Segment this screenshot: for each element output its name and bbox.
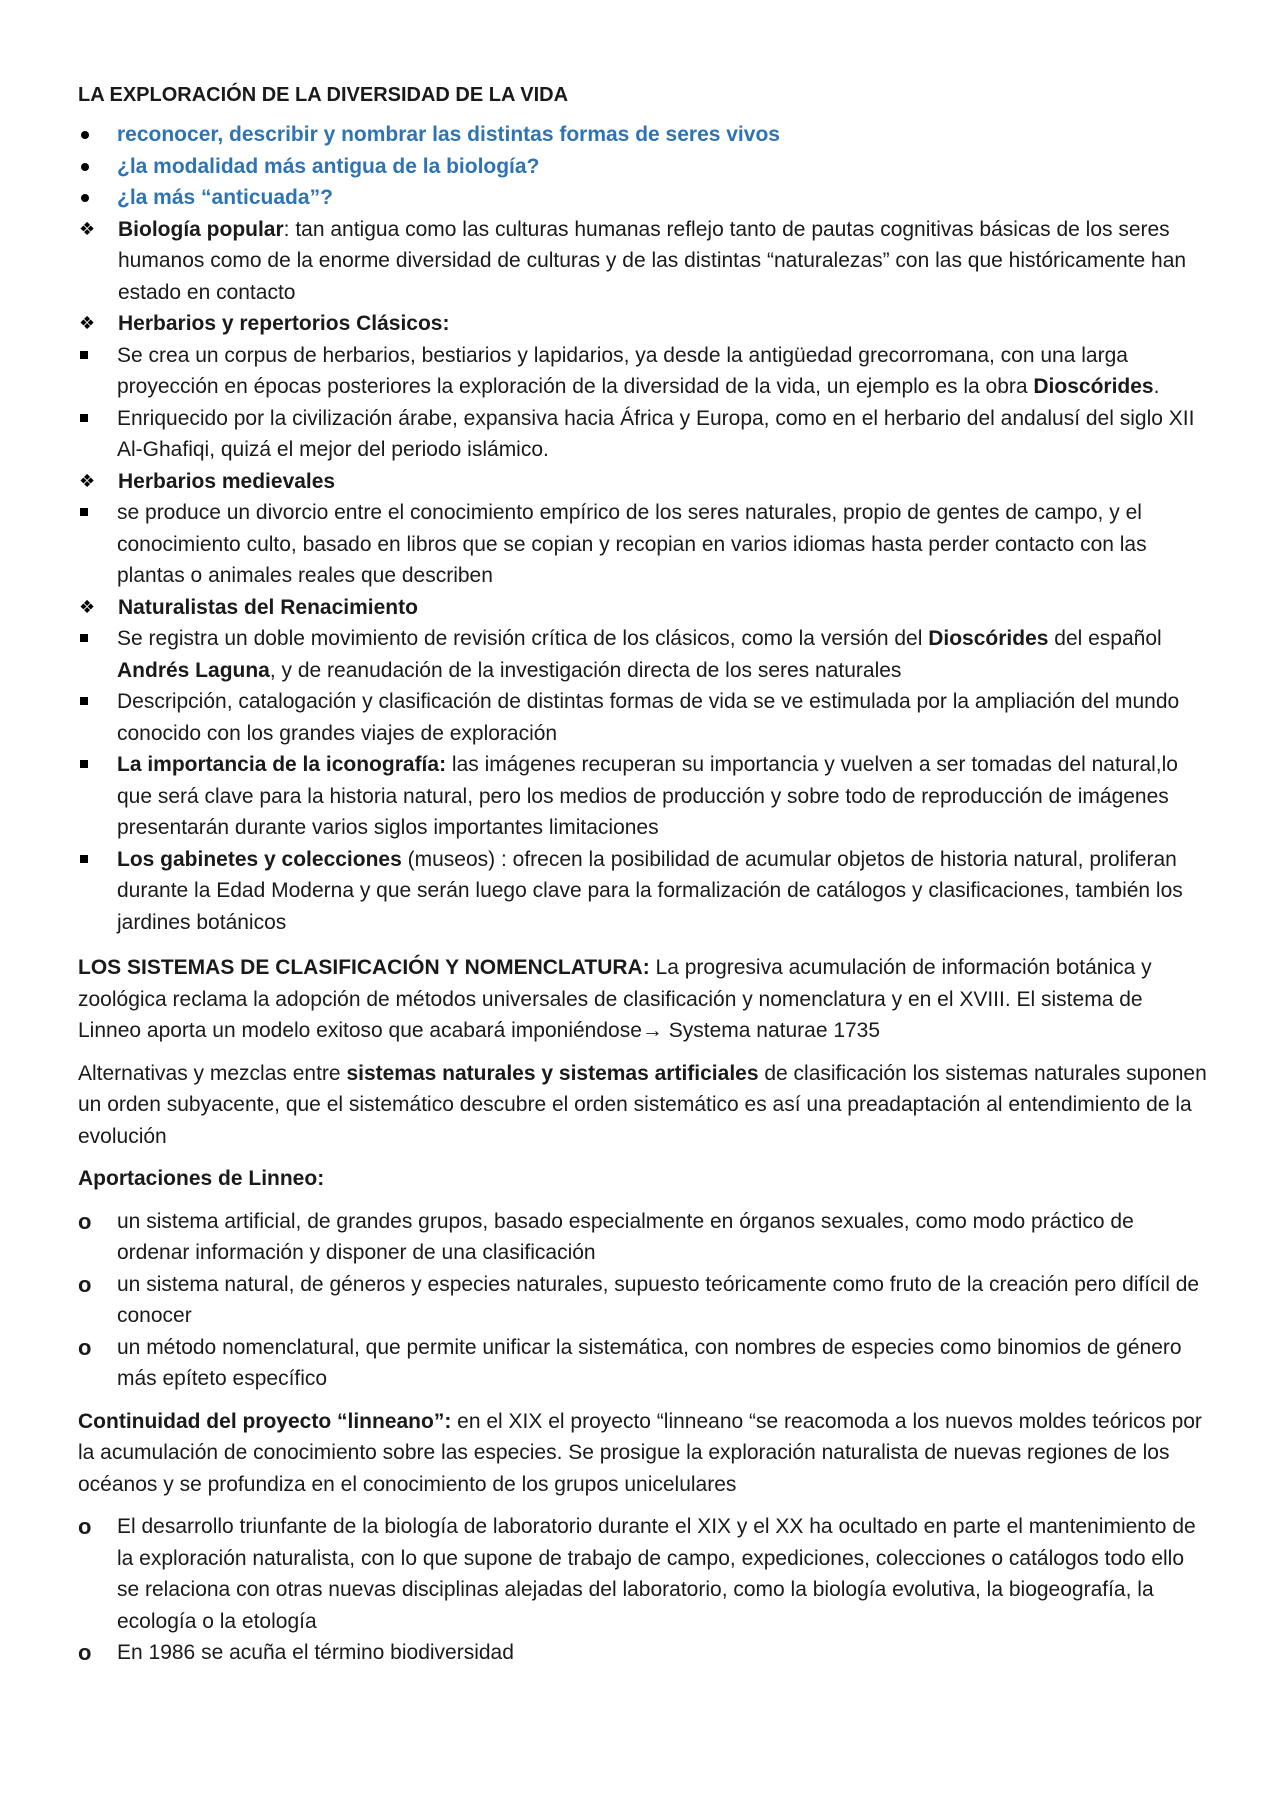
list-item: o El desarrollo triunfante de la biología de laboratorio durante el XIX y el XX ha ocultado en parte el mantenimiento de la exploración naturalista, con lo que supone de trabajo de campo, expediciones, colecciones o catálogos todo ello se relaciona con otras nuevas disciplinas alejadas del laboratorio, como la biología evolutiva, la biogeografía, la ecología o la etología bbox=[78, 1511, 1208, 1637]
section-renacimiento: ❖ Naturalistas del Renacimiento bbox=[78, 592, 1208, 624]
diamond-bullet-icon: ❖ bbox=[79, 596, 96, 617]
paragraph-alternativas: Alternativas y mezclas entre sistemas naturales y sistemas artificiales de clasificación los sistemas naturales suponen un orden subyacente, que el sistemático descubre el orden sistemático es así una preadaptación al entendimiento de la evolución bbox=[78, 1061, 1207, 1148]
circle-bullet-icon: o bbox=[78, 1334, 92, 1360]
square-bullet-icon bbox=[80, 760, 88, 768]
list-item: La importancia de la iconografía: las imágenes recuperan su importancia y vuelven a ser tomadas del natural,lo que será clave para la historia natural, pero los medios de producción y sobre todo de reproducción de imágenes presentarán durante varios siglos importantes limitaciones bbox=[78, 749, 1208, 844]
heading-aportaciones: Aportaciones de Linneo: bbox=[78, 1167, 325, 1190]
square-bullet-icon bbox=[80, 508, 88, 516]
bullet-dot-icon bbox=[81, 163, 89, 171]
bullet-dot-icon bbox=[81, 194, 89, 202]
square-bullet-icon bbox=[80, 697, 88, 705]
diamond-bullet-icon: ❖ bbox=[79, 470, 96, 491]
page-title: LA EXPLORACIÓN DE LA DIVERSIDAD DE LA VIDA bbox=[78, 84, 569, 106]
continuidad-list bbox=[78, 1511, 1208, 1669]
bullet-dot-icon bbox=[81, 131, 89, 139]
list-item: Se crea un corpus de herbarios, bestiarios y lapidarios, ya desde la antigüedad grecorromana, con una larga proyección en épocas posteriores la exploración de la diversidad de la vida, un ejemplo es la obra Dioscórides. bbox=[78, 340, 1208, 403]
list-item: o un sistema artificial, de grandes grupos, basado especialmente en órganos sexuales, como modo práctico de ordenar información y disponer de una clasificación bbox=[78, 1206, 1208, 1269]
section-bio-popular: ❖ Biología popular: tan antigua como las culturas humanas reflejo tanto de pautas cognitivas básicas de los seres humanos como de la enorme diversidad de culturas y de las distintas “naturalezas” con las que históricamente han estado en contacto bbox=[78, 214, 1208, 309]
paragraph-sistemas: LOS SISTEMAS DE CLASIFICACIÓN Y NOMENCLATURA: La progresiva acumulación de información botánica y zoológica reclama la adopción de métodos universales de clasificación y nomenclatura y en el XVIII. El sistema de Linneo aporta un modelo exitoso que acabará imponiéndose→ Systema naturae 1735 bbox=[78, 956, 1152, 1042]
section-herbarios-medievales: ❖ Herbarios medievales bbox=[78, 466, 1208, 498]
circle-bullet-icon: o bbox=[78, 1271, 92, 1297]
list-item: Descripción, catalogación y clasificación de distintas formas de vida se ve estimulada por la ampliación del mundo conocido con los grandes viajes de exploración bbox=[78, 686, 1208, 749]
circle-bullet-icon: o bbox=[78, 1208, 92, 1234]
square-bullet-icon bbox=[80, 855, 88, 863]
list-item: o un método nomenclatural, que permite unificar la sistemática, con nombres de especies como binomios de género más epíteto específico bbox=[78, 1332, 1208, 1395]
intro-bullet: ¿la modalidad más antigua de la biología? bbox=[78, 151, 1208, 183]
paragraph-continuidad: Continuidad del proyecto “linneano”: en el XIX el proyecto “linneano “se reacomoda a los nuevos moldes teóricos por la acumulación de conocimiento sobre las especies. Se prosigue la exploración naturalista de nuevas regiones de los océanos y se profundiza en el conocimiento de los grupos unicelulares bbox=[78, 1409, 1202, 1496]
list-item: o En 1986 se acuña el término biodiversidad bbox=[78, 1637, 1208, 1669]
section-herbarios-clasicos: ❖ Herbarios y repertorios Clásicos: bbox=[78, 308, 1208, 340]
list-item: o un sistema natural, de géneros y especies naturales, supuesto teóricamente como fruto de la creación pero difícil de conocer bbox=[78, 1269, 1208, 1332]
circle-bullet-icon: o bbox=[78, 1640, 92, 1665]
intro-bullet: reconocer, describir y nombrar las distintas formas de seres vivos bbox=[78, 119, 1208, 151]
list-item: Los gabinetes y colecciones (museos) : ofrecen la posibilidad de acumular objetos de historia natural, proliferan durante la Edad Moderna y que serán luego clave para la formalización de catálogos y clasificaciones, también los jardines botánicos bbox=[78, 844, 1208, 939]
square-bullet-icon bbox=[80, 351, 88, 359]
square-bullet-icon bbox=[80, 634, 88, 642]
list-item: Enriquecido por la civilización árabe, expansiva hacia África y Europa, como en el herbario del andalusí del siglo XII Al-Ghafiqi, quizá el mejor del periodo islámico. bbox=[78, 403, 1208, 466]
list-item: se produce un divorcio entre el conocimiento empírico de los seres naturales, propio de gentes de campo, y el conocimiento culto, basado en libros que se copian y recopian en varios idiomas hasta perder contacto con las plantas o animales reales que describen bbox=[78, 497, 1208, 592]
diamond-bullet-icon: ❖ bbox=[79, 313, 96, 333]
circle-bullet-icon: o bbox=[78, 1514, 92, 1539]
intro-bullet: ¿la más “anticuada”? bbox=[78, 182, 1208, 214]
aportaciones-list bbox=[78, 1206, 1208, 1395]
arrow-right-icon: → bbox=[641, 1019, 663, 1042]
square-bullet-icon bbox=[80, 414, 88, 422]
diamond-bullet-icon: ❖ bbox=[79, 218, 96, 239]
list-item: Se registra un doble movimiento de revisión crítica de los clásicos, como la versión del Dioscórides del español Andrés Laguna, y de reanudación de la investigación directa de los seres naturales bbox=[78, 623, 1208, 686]
